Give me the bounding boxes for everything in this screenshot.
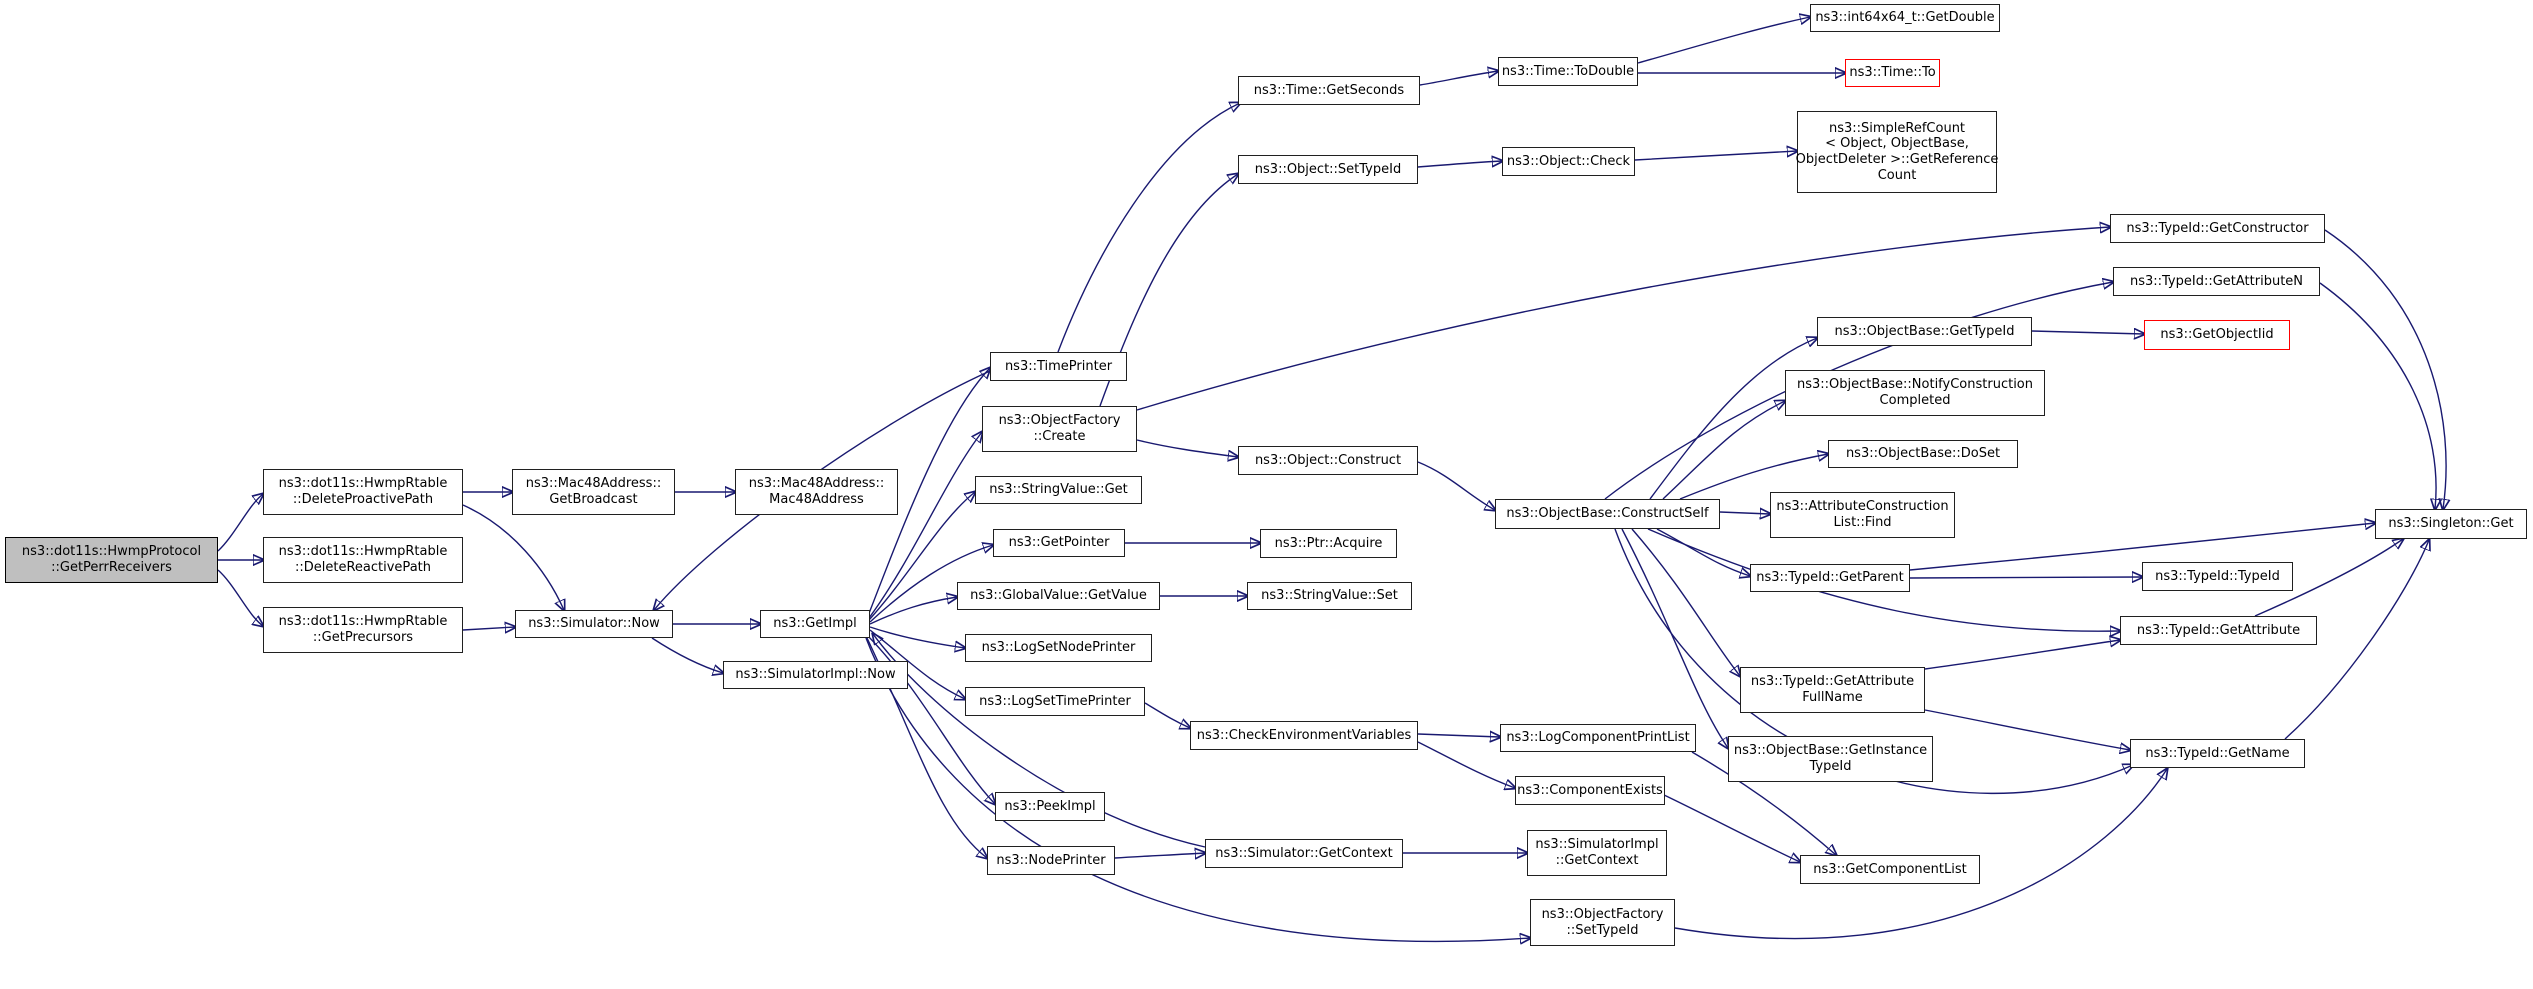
edge-logSetTimePrinter-to-checkEnv xyxy=(1145,703,1190,728)
node-int64GetDouble[interactable] xyxy=(1810,4,2000,32)
node-label-line: ns3::ObjectBase::ConstructSelf xyxy=(1506,506,1709,522)
node-doSet[interactable] xyxy=(1828,440,2018,468)
node-label-line: < Object, ObjectBase, xyxy=(1825,136,1969,152)
node-label-line: ns3::dot11s::HwmpRtable xyxy=(278,544,448,560)
node-label-line: ns3::GetObjectIid xyxy=(2160,327,2274,343)
node-objectFactoryCreate[interactable] xyxy=(982,406,1137,452)
node-label-line: Mac48Address xyxy=(769,492,864,507)
node-label-line: TypeId xyxy=(1809,759,1852,774)
edge-getAttrFullName-to-getAttribute xyxy=(1925,640,2120,669)
edge-getAttrFullName-to-getName xyxy=(1925,710,2130,750)
node-globalValueGetValue[interactable] xyxy=(957,582,1160,610)
node-label-line: ns3::PeekImpl xyxy=(1004,798,1096,814)
node-simpleRefCount[interactable] xyxy=(1797,111,1997,193)
edge-getPerrReceivers-to-getPrecursors xyxy=(218,570,263,626)
edge-getPerrReceivers-to-deleteProactivePath xyxy=(218,494,263,551)
edge-objectBaseGetTypeId-to-getObjectIid xyxy=(2032,331,2144,334)
node-objectCheck[interactable] xyxy=(1502,147,1635,176)
edge-constructSelf-to-objectBaseGetTypeId xyxy=(1650,338,1817,499)
node-label-line: ns3::TypeId::GetConstructor xyxy=(2126,220,2309,236)
node-label-line: ObjectDeleter >::GetReference xyxy=(1795,152,1999,167)
node-ptrAcquire[interactable] xyxy=(1260,529,1397,558)
node-stringValueGet[interactable] xyxy=(975,476,1142,504)
edge-deleteProactivePath-to-simulatorNow xyxy=(463,505,564,610)
node-label-line: ns3::TimePrinter xyxy=(1004,358,1113,374)
node-label-line: ns3::TypeId::TypeId xyxy=(2155,568,2280,584)
edge-getPrecursors-to-simulatorNow xyxy=(463,627,515,630)
node-getPointer[interactable] xyxy=(993,529,1125,557)
node-simGetContext[interactable] xyxy=(1205,839,1403,868)
node-nodePrinter[interactable] xyxy=(987,846,1115,875)
node-label-line: ::DeleteReactivePath xyxy=(295,560,431,575)
node-timePrinter[interactable] xyxy=(990,352,1127,381)
node-label-line: ns3::int64x64_t::GetDouble xyxy=(1815,10,1995,26)
node-getParent[interactable] xyxy=(1750,564,1910,592)
node-label-line: ::GetPrecursors xyxy=(312,630,414,645)
edge-componentExists-to-getComponentList xyxy=(1662,794,1800,862)
node-getObjectIid[interactable] xyxy=(2144,320,2290,350)
edge-objectFactoryCreate-to-objectConstruct xyxy=(1137,440,1238,457)
node-timeToDouble[interactable] xyxy=(1498,57,1638,86)
node-label-line: ns3::Simulator::Now xyxy=(528,616,660,632)
node-label-line: ns3::Time::ToDouble xyxy=(1501,63,1635,79)
node-componentExists[interactable] xyxy=(1515,776,1665,805)
node-label-line: ns3::Mac48Address:: xyxy=(748,476,885,492)
node-label-line: ns3::Time::GetSeconds xyxy=(1253,82,1405,98)
edge-getConstructor-to-singletonGet xyxy=(2325,230,2446,509)
node-deleteReactivePath[interactable] xyxy=(263,537,463,583)
node-label-line: ns3::SimulatorImpl xyxy=(1535,837,1659,853)
node-label-line: ns3::GlobalValue::GetValue xyxy=(970,588,1147,604)
node-label-line: ns3::Mac48Address:: xyxy=(525,476,662,492)
node-logSetTimePrinter[interactable] xyxy=(965,687,1145,716)
node-getComponentList[interactable] xyxy=(1800,855,1980,884)
node-label-line: ::GetPerrReceivers xyxy=(51,560,172,575)
node-label-line: ns3::StringValue::Get xyxy=(989,482,1128,498)
node-label-line: ns3::TypeId::GetName xyxy=(2145,745,2290,761)
node-getAttributeN[interactable] xyxy=(2113,267,2320,296)
node-singletonGet[interactable] xyxy=(2375,509,2527,539)
node-objFactorySetTypeId[interactable] xyxy=(1530,899,1675,946)
edge-checkEnv-to-logComponentPrintList xyxy=(1418,734,1500,737)
edge-getParent-to-typeIdTypeId xyxy=(1910,577,2142,578)
edge-getImpl-to-objFactorySetTypeId xyxy=(866,638,1530,941)
node-aclFind[interactable] xyxy=(1770,492,1955,538)
edge-objFactorySetTypeId-to-getName xyxy=(1675,769,2167,939)
node-label-line: Completed xyxy=(1879,393,1951,408)
edge-objectCheck-to-simpleRefCount xyxy=(1635,151,1797,160)
node-label-line: ::Create xyxy=(1033,429,1086,444)
node-label-line: ns3::dot11s::HwmpRtable xyxy=(278,614,448,630)
node-label-line: ns3::ComponentExists xyxy=(1517,782,1663,798)
node-label-line: ns3::GetImpl xyxy=(773,616,857,632)
edge-constructSelf-to-notifyConstruction xyxy=(1663,401,1785,499)
node-label-line: ns3::Object::Check xyxy=(1506,153,1631,169)
node-mac48Address[interactable] xyxy=(735,469,898,515)
node-label-line: ns3::LogSetTimePrinter xyxy=(979,693,1131,709)
node-getAttribute[interactable] xyxy=(2120,616,2317,645)
node-label-line: ns3::Simulator::GetContext xyxy=(1215,845,1393,861)
node-label-line: ns3::Singleton::Get xyxy=(2388,516,2514,532)
edge-getImpl-to-logSetNodePrinter xyxy=(870,627,965,648)
node-typeIdTypeId[interactable] xyxy=(2142,562,2293,591)
node-logComponentPrintList[interactable] xyxy=(1500,724,1696,752)
edge-objectSetTypeId-to-objectCheck xyxy=(1418,161,1502,167)
node-label-line: ns3::LogComponentPrintList xyxy=(1506,730,1690,746)
node-label-line: ns3::LogSetNodePrinter xyxy=(981,640,1136,656)
node-constructSelf[interactable] xyxy=(1495,499,1720,529)
node-label-line: ns3::NodePrinter xyxy=(996,852,1106,868)
edge-simulatorNow-to-simulatorImplNow xyxy=(652,638,723,673)
node-label-line: ns3::TypeId::GetAttribute xyxy=(1750,674,1915,690)
node-simulatorNow[interactable] xyxy=(515,610,673,638)
node-label-line: ns3::dot11s::HwmpProtocol xyxy=(21,544,202,560)
node-timeGetSeconds[interactable] xyxy=(1238,76,1420,105)
edge-timeToDouble-to-int64GetDouble xyxy=(1638,17,1810,63)
node-objectBaseGetTypeId[interactable] xyxy=(1817,317,2032,346)
node-label-line: ns3::GetComponentList xyxy=(1813,861,1967,877)
node-logSetNodePrinter[interactable] xyxy=(965,634,1152,662)
node-getImpl[interactable] xyxy=(760,610,870,638)
node-timeTo[interactable] xyxy=(1845,59,1940,87)
node-label-line: ns3::ObjectFactory xyxy=(1541,906,1664,922)
node-label-line: ns3::ObjectBase::GetTypeId xyxy=(1834,323,2015,339)
node-peekImpl[interactable] xyxy=(995,792,1105,821)
node-label-line: ::SetTypeId xyxy=(1566,922,1639,938)
node-checkEnv[interactable] xyxy=(1190,721,1418,750)
edge-objectConstruct-to-constructSelf xyxy=(1418,462,1495,510)
node-label-line: GetBroadcast xyxy=(549,492,638,507)
node-label-line: ns3::Object::SetTypeId xyxy=(1254,161,1402,177)
node-label-line: ns3::GetPointer xyxy=(1008,535,1110,551)
node-label-line: ns3::AttributeConstruction xyxy=(1776,499,1949,515)
node-getInstanceTypeId[interactable] xyxy=(1728,736,1933,782)
node-label-line: Count xyxy=(1877,167,1917,183)
edge-timeGetSeconds-to-timeToDouble xyxy=(1420,71,1498,85)
node-label-line: ::GetContext xyxy=(1555,853,1639,868)
node-label-line: ns3::ObjectBase::GetInstance xyxy=(1733,743,1928,759)
node-label-line: ns3::Object::Construct xyxy=(1254,452,1402,468)
node-label-line: ns3::StringValue::Set xyxy=(1261,588,1398,604)
node-getPrecursors[interactable] xyxy=(263,607,463,653)
node-label-line: ns3::ObjectBase::DoSet xyxy=(1845,446,2001,462)
node-label-line: ::DeleteProactivePath xyxy=(292,492,434,507)
edge-nodePrinter-to-simGetContext xyxy=(1115,853,1205,858)
node-label-line: List::Find xyxy=(1833,515,1892,530)
node-getName[interactable] xyxy=(2130,739,2305,768)
node-simImplGetContext[interactable] xyxy=(1527,830,1667,876)
node-label-line: FullName xyxy=(1802,690,1863,705)
node-getBroadcast[interactable] xyxy=(512,469,675,515)
edge-timePrinter-to-timeGetSeconds xyxy=(1058,103,1240,352)
edge-constructSelf-to-aclFind xyxy=(1720,512,1770,514)
node-label-line: ns3::ObjectBase::NotifyConstruction xyxy=(1797,377,2033,393)
node-stringValueSet[interactable] xyxy=(1247,582,1412,610)
node-label-line: ns3::TypeId::GetParent xyxy=(1756,570,1904,586)
node-notifyConstruction[interactable] xyxy=(1785,370,2045,416)
edge-getAttributeN-to-singletonGet xyxy=(2320,283,2436,509)
edge-constructSelf-to-getAttrFullName xyxy=(1632,529,1740,676)
node-getPerrReceivers xyxy=(5,537,218,583)
node-label-line: ns3::TypeId::GetAttributeN xyxy=(2129,273,2304,289)
node-label-line: ns3::Ptr::Acquire xyxy=(1274,535,1383,551)
node-label-line: ns3::SimpleRefCount xyxy=(1828,120,1966,136)
node-deleteProactivePath[interactable] xyxy=(263,469,463,515)
node-simulatorImplNow[interactable] xyxy=(723,661,908,689)
node-objectConstruct[interactable] xyxy=(1238,446,1418,475)
node-label-line: ns3::CheckEnvironmentVariables xyxy=(1196,727,1412,743)
node-label-line: ns3::ObjectFactory xyxy=(998,413,1121,429)
node-getConstructor[interactable] xyxy=(2110,214,2325,243)
node-objectSetTypeId[interactable] xyxy=(1238,155,1418,184)
node-label-line: ns3::SimulatorImpl::Now xyxy=(735,667,896,683)
node-label-line: ns3::Time::To xyxy=(1849,65,1936,81)
node-label-line: ns3::TypeId::GetAttribute xyxy=(2136,622,2301,638)
node-getAttrFullName[interactable] xyxy=(1740,667,1925,713)
node-label-line: ns3::dot11s::HwmpRtable xyxy=(278,476,448,492)
